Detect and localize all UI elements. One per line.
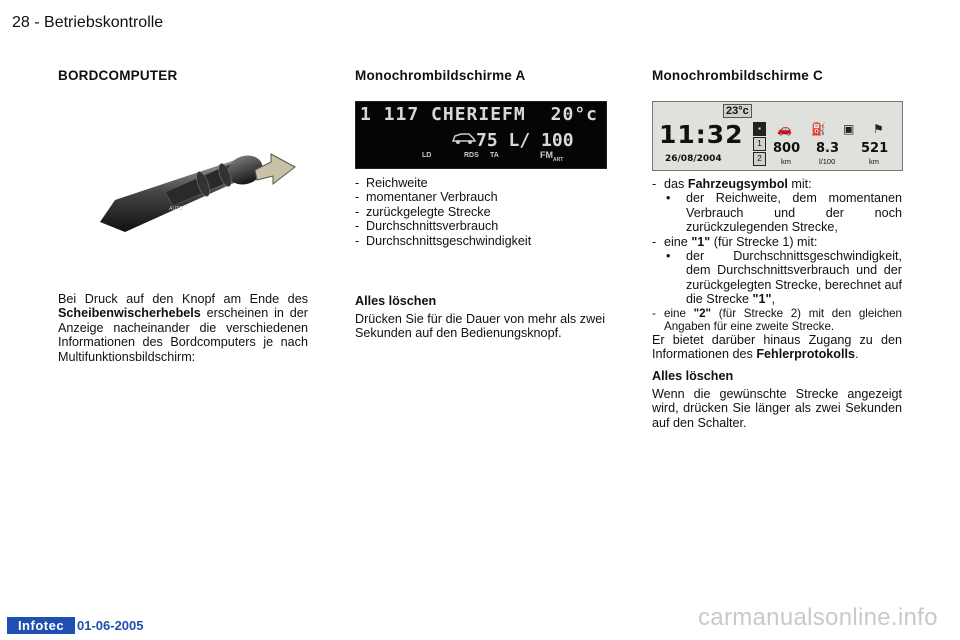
- display-a-screen: [355, 101, 607, 169]
- list-item: - das Fahrzeugsymbol mit:: [652, 177, 812, 191]
- display-c-temperature: 23°c: [723, 104, 752, 118]
- fuel-gauge-icon: ▣: [843, 122, 855, 136]
- display-c-date: 26/08/2004: [665, 154, 722, 164]
- display-c-consumption: 8.3: [816, 141, 840, 156]
- sub-list: [652, 249, 902, 307]
- display-c-remaining-unit: km: [869, 157, 879, 166]
- para-bold-term: Scheibenwischerhebels: [58, 306, 201, 321]
- list-item-bold: "1": [691, 234, 711, 249]
- reset-a-heading: Alles löschen: [355, 294, 437, 308]
- para-bold-term: Fehlerprotokolls: [756, 347, 855, 362]
- display-a-consumption: 75 L/ 100: [476, 130, 574, 151]
- page-title: Betriebskontrolle: [44, 14, 164, 31]
- indicator-ld: LD: [422, 152, 432, 159]
- sub-list-text: ,: [771, 292, 775, 307]
- reset-c-paragraph: Wenn die gewünschte Strecke angezeigt wird, drücken Sie länger als zwei Sekunden auf den Schalter.: [652, 387, 902, 430]
- fault-log-paragraph: [652, 333, 902, 362]
- list-item: - Durchschnittsverbrauch: [355, 219, 605, 233]
- list-item-text: eine: [664, 234, 692, 249]
- reset-c-heading: Alles löschen: [652, 369, 734, 383]
- list-item: - Reichweite: [355, 176, 605, 190]
- finish-flag-icon: ⚑: [873, 122, 884, 136]
- list-item: - Durchschnittsgeschwindigkeit: [355, 234, 605, 248]
- reset-a-paragraph: Drücken Sie für die Dauer von mehr als zwei Sekunden auf den Bedienungsknopf.: [355, 312, 605, 341]
- header-separator: -: [34, 14, 40, 31]
- list-item-text: mit:: [787, 177, 812, 191]
- display-c-remaining: 521: [861, 141, 889, 156]
- display-a-temperature: 20°c: [550, 104, 598, 125]
- list-item-text: (für Strecke 2) mit den gleichen Angaben für eine zweite Strecke.: [664, 306, 903, 333]
- display-c-tab-1: 1: [753, 137, 766, 151]
- indicator-ta: TA: [490, 152, 499, 159]
- display-c-range: 800: [773, 141, 801, 156]
- display-c-heading: Monochrombildschirme C: [652, 68, 823, 83]
- list-item: - zurückgelegte Strecke: [355, 205, 605, 219]
- list-item: - eine "2" (für Strecke 2) mit den gleichen Angaben für eine zweite Strecke.: [652, 306, 903, 333]
- list-item-text: das: [664, 177, 688, 191]
- fuel-icon: ⛽: [811, 122, 826, 136]
- list-item-bold: Fahrzeugsymbol: [687, 177, 788, 191]
- para-text: .: [854, 347, 859, 362]
- sub-list-bold: "1": [752, 292, 772, 307]
- watermark: carmanualsonline.info: [698, 604, 938, 631]
- wiper-stalk-illustration: [95, 140, 305, 235]
- sub-list-item: • der Reichweite, dem momentanen Verbrauch und der noch zurückzulegenden Strecke,: [686, 191, 902, 234]
- display-c-range-unit: km: [781, 157, 791, 166]
- display-c-screen: [652, 101, 903, 171]
- sub-list-text: der Durchschnittsgeschwindigkeit, dem Durchschnittsverbrauch und der zurückgelegten Strecke, berechnet auf die Strecke: [686, 249, 902, 307]
- list-item: - momentaner Verbrauch: [355, 190, 605, 204]
- svg-text:AUTO: AUTO: [169, 206, 184, 212]
- display-c-consumption-unit: l/100: [819, 157, 836, 166]
- list-item-text: (für Strecke 1) mit:: [710, 234, 818, 249]
- list-item: - eine "1" (für Strecke 1) mit:: [652, 234, 818, 249]
- page-header: [12, 14, 163, 32]
- indicator-rds: RDS: [464, 152, 479, 159]
- display-c-clock: 11:32: [659, 120, 744, 149]
- infotec-logo: Infotec: [7, 617, 75, 634]
- para-text: Bei Druck auf den Knopf am Ende des: [58, 292, 308, 306]
- display-c-text: [652, 177, 902, 361]
- display-a-line1: [360, 104, 602, 125]
- indicator-fm: FM: [540, 150, 553, 160]
- bordcomputer-heading: BORDCOMPUTER: [58, 68, 178, 83]
- display-a-radio-text: 1 117 CHERIEFM: [360, 104, 526, 125]
- list-item-bold: "2": [693, 306, 712, 320]
- list-item-text: eine: [664, 306, 694, 320]
- sub-list: [652, 191, 902, 234]
- display-a-heading: Monochrombildschirme A: [355, 68, 526, 83]
- para-text: erscheinen in der Anzeige nacheinander die verschiedenen Informationen des Bordcomputers je nach Multifunktionsbildschirm:: [58, 306, 308, 364]
- page-number: 28: [12, 14, 30, 31]
- para-text: Er bietet darüber hinaus Zugang zu den Informationen des: [652, 332, 902, 362]
- car-icon: [451, 131, 477, 145]
- display-c-tab-vehicle: ▪: [753, 122, 766, 136]
- footer-date: 01-06-2005: [77, 618, 144, 633]
- car-icon: 🚗: [777, 122, 792, 136]
- sub-list-item: [686, 249, 902, 307]
- indicator-art: ART: [553, 157, 564, 163]
- display-a-list: [355, 176, 605, 248]
- display-c-tab-2: 2: [753, 152, 766, 166]
- bordcomputer-paragraph: [58, 292, 308, 364]
